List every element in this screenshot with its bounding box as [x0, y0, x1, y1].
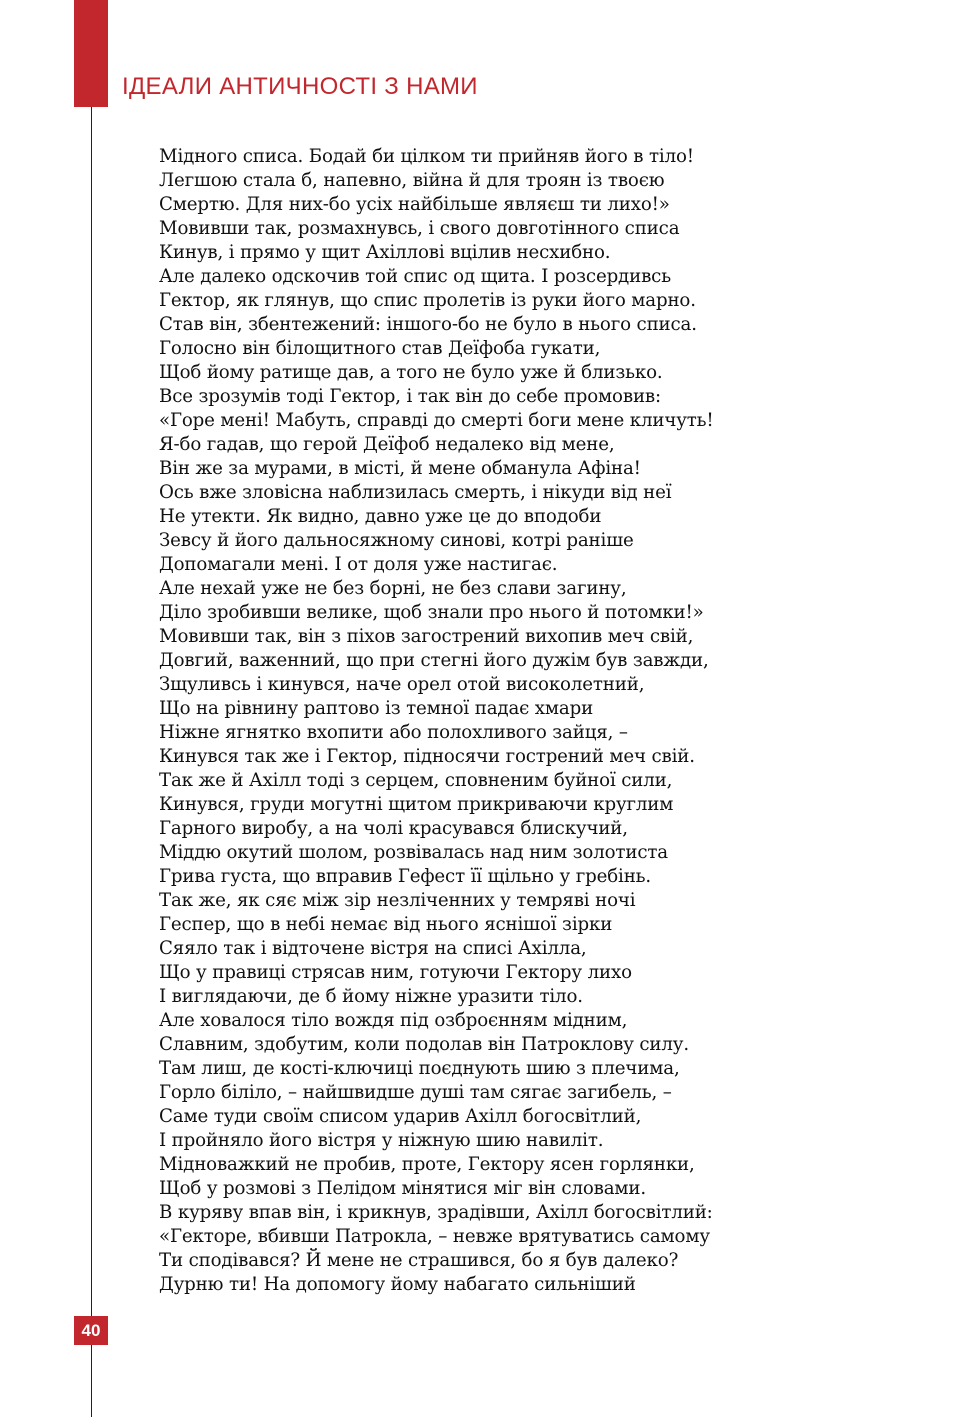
poem-line: Але нехай уже не без борні, не без слави загину, [159, 578, 627, 599]
poem-line: Кинувся так же і Гектор, підносячи гострений меч свій. [159, 746, 695, 767]
poem-line: Я-бо гадав, що герой Деїфоб недалеко від мене, [159, 434, 615, 455]
poem-line: Довгий, важенний, що при стегні його дужім був завжди, [159, 650, 709, 671]
section-title: ІДЕАЛИ АНТИЧНОСТІ З НАМИ [122, 73, 478, 100]
header-accent-bar [74, 0, 108, 107]
poem-line: Саме туди своїм списом ударив Ахілл богосвітлий, [159, 1106, 642, 1127]
poem-line: Так же, як сяє між зір незліченних у темряві ночі [159, 890, 636, 911]
poem-line: Допомагали мені. І от доля уже настигає. [159, 554, 558, 575]
poem-line: Що на рівнину раптово із темної падає хмари [159, 698, 594, 719]
poem-line: Горло біліло, – найшвидше душі там сягає загибель, – [159, 1082, 672, 1103]
poem-line: Геспер, що в небі немає від нього яснішої зірки [159, 914, 613, 935]
poem-text [159, 145, 919, 1297]
poem-line: Щоб у розмові з Пелідом мінятися міг він словами. [159, 1178, 647, 1199]
poem-line: Мовивши так, розмахнувсь, і свого довготінного списа [159, 218, 680, 239]
poem-line: Щоб йому ратище дав, а того не було уже й близько. [159, 362, 663, 383]
poem-line: Ось вже зловісна наблизилась смерть, і нікуди від неї [159, 482, 672, 503]
poem-line: Кинувся, груди могутні щитом прикриваючи круглим [159, 794, 674, 815]
poem-line: «Горе мені! Мабуть, справді до смерті боги мене кличуть! [159, 410, 714, 431]
poem-line: Міддю окутий шолом, розвівалась над ним золотиста [159, 842, 668, 863]
poem-line: Він же за мурами, в місті, й мене обманула Афіна! [159, 458, 641, 479]
poem-line: Голосно він білощитного став Деїфоба гукати, [159, 338, 601, 359]
poem-line: Смертю. Для них-бо усіх найбільше являєш ти лихо!» [159, 194, 670, 215]
margin-rule [91, 107, 92, 1417]
poem-line: Там лиш, де кості-ключиці поєднують шию з плечима, [159, 1058, 680, 1079]
poem-line: Ти сподівався? Й мене не страшився, бо я був далеко? [159, 1250, 679, 1271]
poem-line: Мідного списа. Бодай би цілком ти прийняв його в тіло! [159, 146, 694, 167]
poem-line: Але ховалося тіло вождя під озброєнням мідним, [159, 1010, 628, 1031]
poem-line: В куряву впав він, і крикнув, зрадівши, Ахілл богосвітлий: [159, 1202, 713, 1223]
poem-line: Що у правиці стрясав ним, готуючи Гектору лихо [159, 962, 632, 983]
poem-line: Став він, збентежений: іншого-бо не було в нього списа. [159, 314, 697, 335]
poem-line: Грива густа, що вправив Гефест її щільно у гребінь. [159, 866, 652, 887]
poem-line: Зщуливсь і кинувся, наче орел отой високолетний, [159, 674, 645, 695]
poem-line: Гектор, як глянув, що спис пролетів із руки його марно. [159, 290, 696, 311]
poem-line: Гарного виробу, а на чолі красувався блискучий, [159, 818, 628, 839]
poem-line: Ніжне ягнятко вхопити або полохливого зайця, – [159, 722, 628, 743]
page-number: 40 [74, 1316, 108, 1345]
poem-line: Кинув, і прямо у щит Ахіллові вцілив несхибно. [159, 242, 611, 263]
poem-line: Все зрозумів тоді Гектор, і так він до себе промовив: [159, 386, 661, 407]
poem-line: І пройняло його вістря у ніжную шию навиліт. [159, 1130, 604, 1151]
poem-line: Так же й Ахілл тоді з серцем, сповненим буйної сили, [159, 770, 673, 791]
poem-line: Але далеко одскочив той спис од щита. І розсердивсь [159, 266, 671, 287]
poem-line: Не утекти. Як видно, давно уже це до вподоби [159, 506, 602, 527]
poem-line: Діло зробивши велике, щоб знали про нього й потомки!» [159, 602, 704, 623]
poem-line: Зевсу й його дальносяжному синові, котрі раніше [159, 530, 634, 551]
poem-line: Сяяло так і відточене вістря на списі Ахілла, [159, 938, 587, 959]
poem-line: Дурню ти! На допомогу йому набагато сильніший [159, 1274, 636, 1295]
poem-line: І виглядаючи, де б йому ніжне уразити тіло. [159, 986, 583, 1007]
poem-line: Славним, здобутим, коли подолав він Патроклову силу. [159, 1034, 689, 1055]
poem-line: Легшою стала б, напевно, війна й для троян із твоєю [159, 170, 665, 191]
poem-line: Мідноважкий не пробив, проте, Гектору ясен горлянки, [159, 1154, 695, 1175]
poem-line: Мовивши так, він з піхов загострений вихопив меч свій, [159, 626, 694, 647]
poem-line: «Гекторе, вбивши Патрокла, – невже врятуватись самому [159, 1226, 710, 1247]
